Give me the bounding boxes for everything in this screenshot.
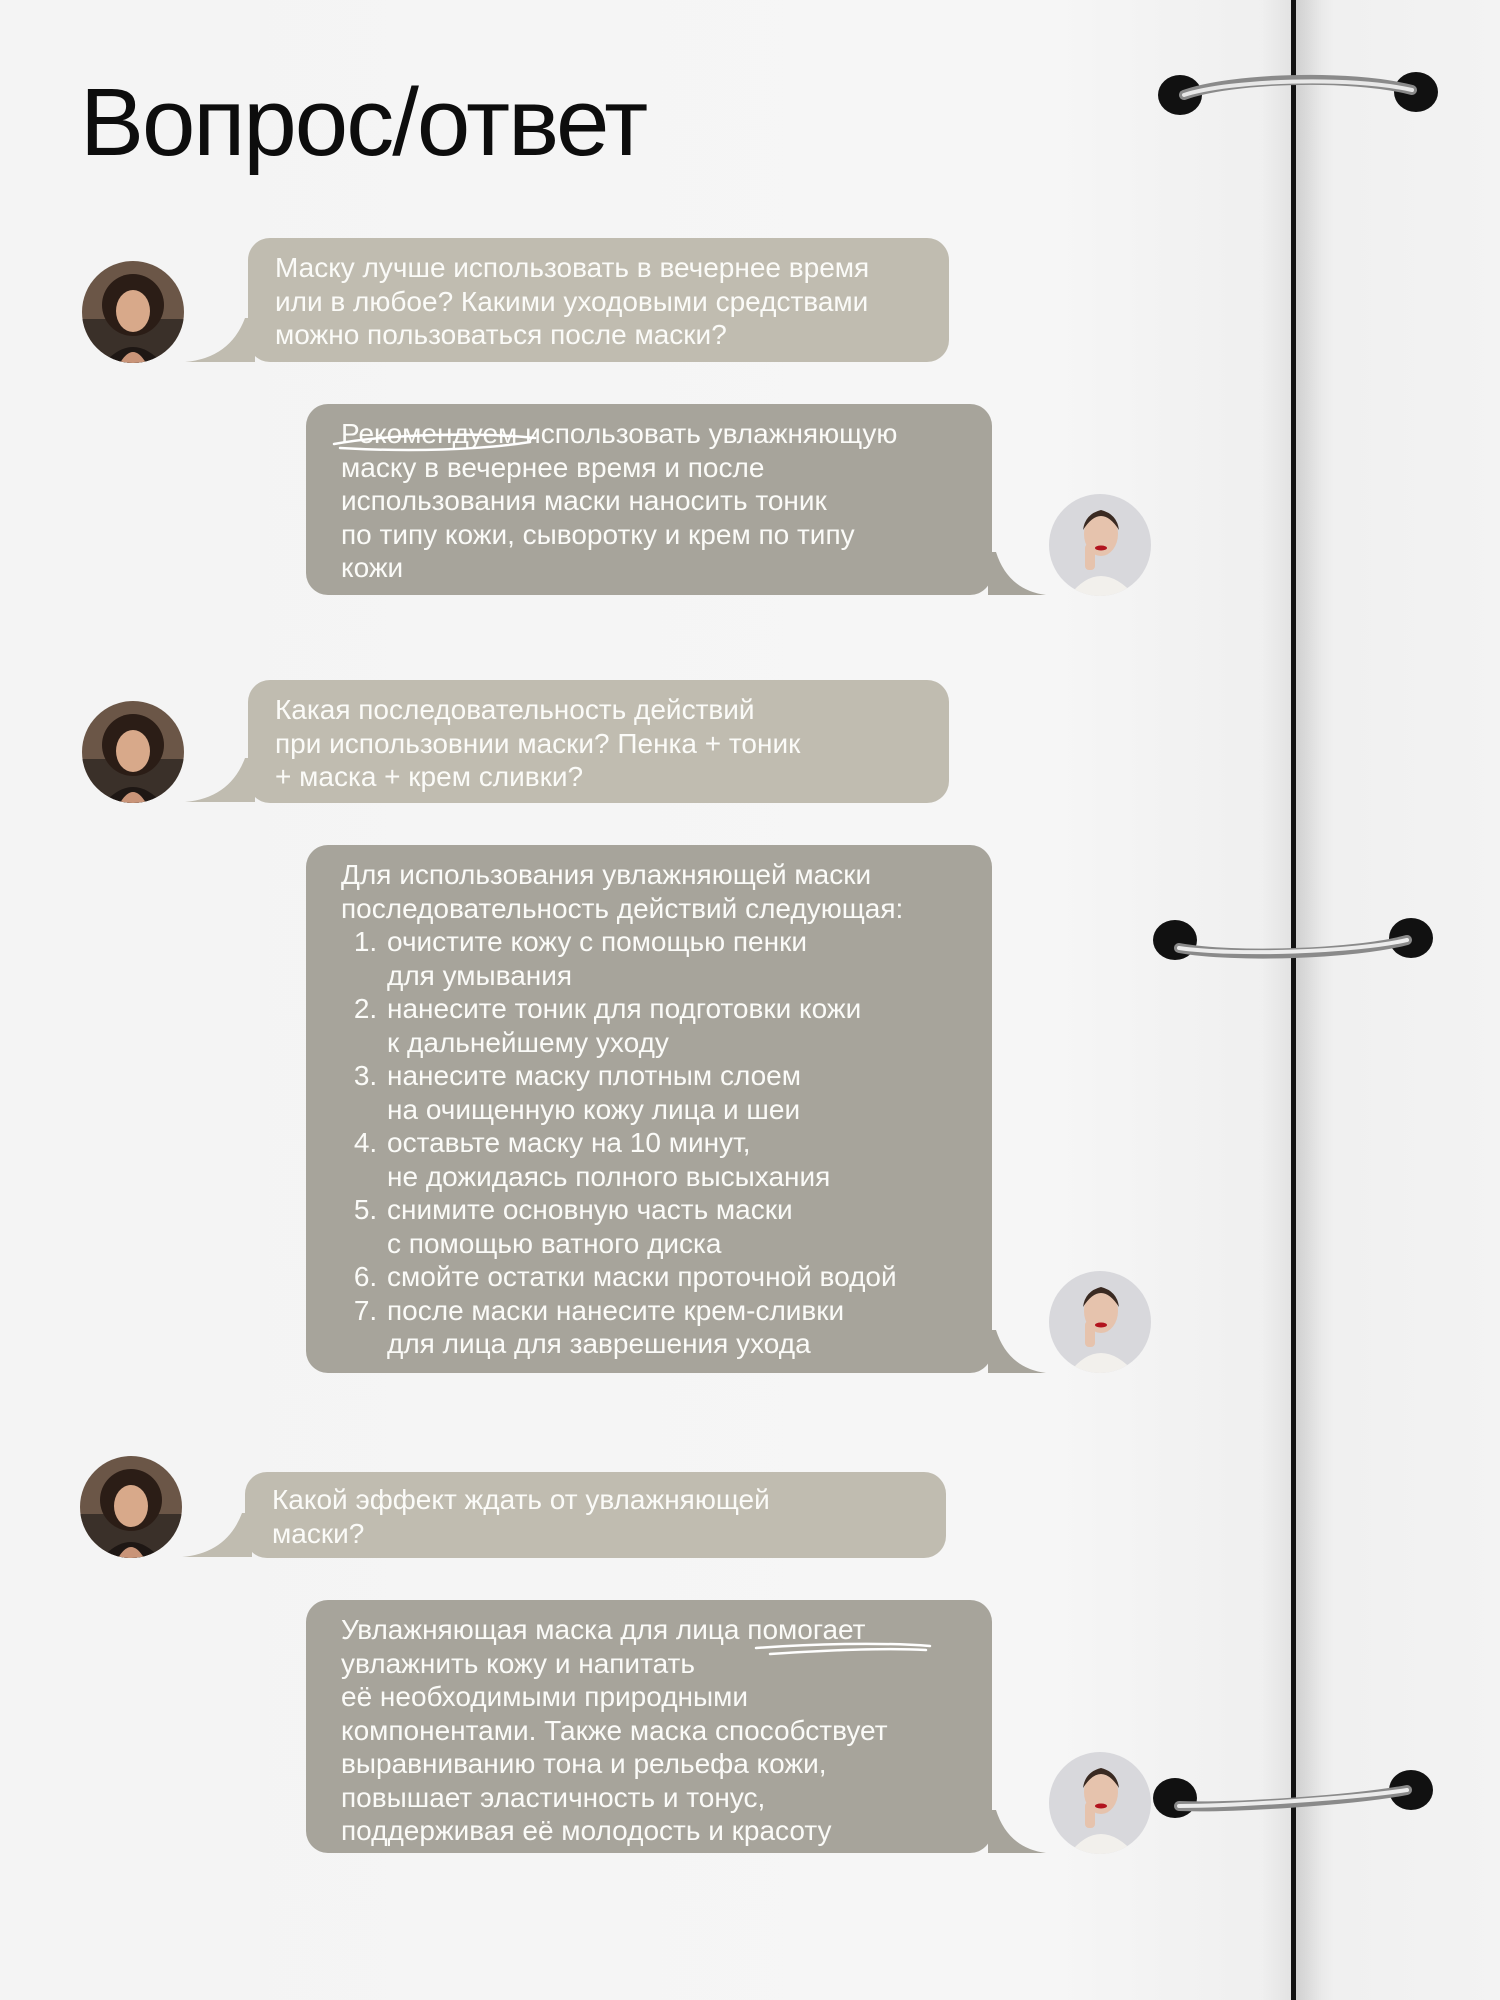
expert-avatar-icon (1049, 1752, 1151, 1854)
answer-highlight: Рекомендуем (341, 418, 518, 449)
answer-bubble (306, 845, 992, 1373)
asker-avatar-icon (82, 261, 184, 363)
question-text: Какой эффект ждать от увлажняющей маски? (272, 1484, 770, 1549)
list-item: 3. нанесите маску плотным слоем на очищенную кожу лица и шеи (385, 1059, 972, 1126)
bubble-tail (185, 318, 255, 363)
binder-ring-icon (1145, 900, 1445, 990)
expert-avatar-icon (1049, 494, 1151, 596)
list-item: 4. оставьте маску на 10 минут, не дожидаясь полного высыхания (385, 1126, 972, 1193)
bubble-tail (185, 758, 255, 803)
binder-ring-icon (1150, 50, 1450, 140)
question-bubble (248, 238, 949, 362)
list-item: 5. снимите основную часть маски с помощью ватного диска (385, 1193, 972, 1260)
answer-intro: Для использования увлажняющей маски последовательность действий следующая: (341, 859, 904, 924)
underline-scribble (750, 1636, 935, 1660)
question-bubble (248, 680, 949, 803)
list-item: 1. очистите кожу с помощью пенки для умывания (385, 925, 972, 992)
list-item: 7. после маски нанесите крем-сливки для лица для заврешения ухода (385, 1294, 972, 1361)
question-text: Маску лучше использовать в вечернее время или в любое? Какими уходовыми средствами можно пользоваться после маски? (275, 252, 870, 350)
asker-avatar-icon (80, 1456, 182, 1558)
answer-text: Увлажняющая маска для лица помогает увлажнить кожу и напитать её необходимыми природными компонентами. Также маска способствует выравниванию тона и рельефа кожи, повышает эластичность и тонус, поддерживая её молодость и красоту (341, 1614, 888, 1846)
list-item: 6. смойте остатки маски проточной водой (385, 1260, 972, 1294)
asker-avatar-icon (82, 701, 184, 803)
binder-spine-edge (1296, 0, 1334, 2000)
bubble-tail (988, 552, 1048, 597)
bubble-tail (988, 1330, 1048, 1375)
question-text: Какая последовательность действий при использовнии маски? Пенка + тоник + маска + крем сливки? (275, 694, 801, 792)
list-item: 2. нанесите тоник для подготовки кожи к дальнейшему уходу (385, 992, 972, 1059)
answer-text: Рекомендуем использовать увлажняющую маску в вечернее время и после использования маски наносить тоник по типу кожи, сыворотку и крем по типу кожи (341, 418, 898, 583)
steps-list (341, 925, 972, 1361)
binder-ring-icon (1145, 1750, 1445, 1840)
question-bubble (245, 1472, 946, 1558)
underline-scribble (330, 424, 540, 454)
bubble-tail (182, 1513, 252, 1558)
bubble-tail (988, 1810, 1048, 1855)
expert-avatar-icon (1049, 1271, 1151, 1373)
page-title: Вопрос/ответ (80, 69, 647, 176)
